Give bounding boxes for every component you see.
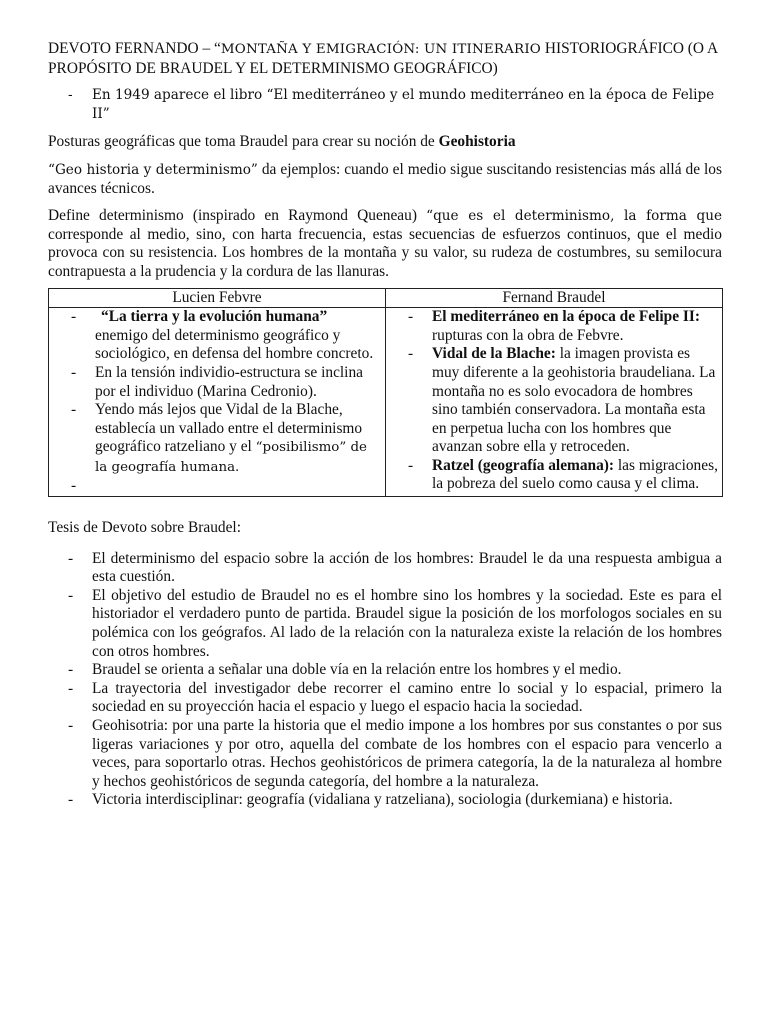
header-febvre: Lucien Febvre <box>49 288 386 308</box>
geohistoria-term: Geohistoria <box>438 133 516 151</box>
braudel-cell <box>386 308 723 497</box>
dash-bullet: - <box>68 717 74 734</box>
comparison-table <box>48 288 723 498</box>
dash-bullet: - <box>71 308 77 326</box>
title-prefix: DEVOTO FERNANDO – “ <box>48 40 221 57</box>
tesis-item <box>48 661 722 680</box>
geo-historia-rest: da ejemplos: cuando el medio sigue suscitando resistencias más allá de los avances técnicos. <box>48 160 722 197</box>
tesis-item-text: Geohisotria: por una parte la historia que el medio impone a los hombres por sus constantes o por sus ligeras variaciones y por otro, aquella del combate de los hombres con el espacio para vencerlo a veces, para soportarlo otras. Hechos geohistóricos de primera categoría, la de la naturaleza al hombre y hechos geohistóricos de segunda categoría, del hombre a la naturaleza. <box>92 717 722 790</box>
posibilismo-text: “posibilismo” de la geografía humana. <box>95 440 367 475</box>
tesis-item <box>48 791 722 810</box>
intro-text: En 1949 aparece el libro “El mediterráneo y el mundo mediterráneo en la época de Felipe II” <box>92 87 715 122</box>
tesis-item <box>48 550 722 587</box>
dash-bullet: - <box>68 679 74 697</box>
document-title <box>48 40 722 78</box>
title-rest: HISTORIOGRÁFICO (O A PROPÓSITO DE BRAUDEL Y EL DETERMINISMO GEOGRÁFICO) <box>48 40 718 77</box>
dash-bullet: - <box>68 791 74 809</box>
ratzel-label: Ratzel (geografía alemana): <box>432 456 615 474</box>
posturas-text: Posturas geográficas que toma Braudel para crear su noción de <box>48 133 439 151</box>
tesis-item <box>48 680 722 717</box>
tesis-item-text: El objetivo del estudio de Braudel no es el hombre sino los hombres y la sociedad. Este es para el historiador el verdadero punto de partida. Braudel sigue la posición de los morfologos sociales en su polémica con los geógrafos. Al lado de la relación con la naturaleza existe la relación de los hombres con otros hombres. <box>92 586 722 660</box>
define-quote: “que es el determinismo, la forma que <box>426 208 722 225</box>
dash-bullet: - <box>71 363 77 381</box>
tesis-item <box>48 717 722 791</box>
document-page <box>48 40 722 810</box>
febvre-item-text: Yendo más lejos que Vidal de la Blache, establecía un vallado entre el determinismo geográfico ratzeliano y el <box>95 401 363 456</box>
braudel-item <box>386 457 722 494</box>
intro-item <box>48 86 722 123</box>
febvre-book-title: “La tierra y la evolución humana” <box>101 308 328 326</box>
table-header-row <box>49 288 723 308</box>
braudel-item <box>386 345 722 457</box>
dash-bullet: - <box>68 661 74 679</box>
dash-bullet: - <box>408 456 414 474</box>
tesis-item-text: Braudel se orienta a señalar una doble vía en la relación entre los hombres y el medio. <box>92 661 622 679</box>
braudel-item <box>386 308 722 345</box>
define-rest: corresponde al medio, sino, con harta frecuencia, estas secuencias de esfuerzos continuos, que el medio provoca con su resistencia. Los hombres de la montaña y su valor, su rudeza de costumbres, su semilocura contrapuesta a la prudencia y la cordura de las llanuras. <box>48 225 722 280</box>
dash-bullet: - <box>408 308 414 326</box>
posturas-paragraph <box>48 133 722 152</box>
febvre-item <box>49 401 385 477</box>
tesis-list <box>48 550 722 810</box>
geo-historia-paragraph <box>48 161 722 198</box>
geo-historia-quote: “Geo historia y determinismo” <box>48 161 258 178</box>
febvre-item-text: En la tensión individio-estructura se inclina por el individuo (Marina Cedronio). <box>95 363 363 400</box>
febvre-item-text: enemigo del determinismo geográfico y sociológico, en defensa del hombre concreto. <box>95 326 374 363</box>
tesis-item-text: La trayectoria del investigador debe recorrer el camino entre lo social y lo espacial, primero la sociedad en su proyección hacia el espacio y luego el espacio hacia la sociedad. <box>92 679 722 716</box>
febvre-item <box>49 308 385 364</box>
braudel-item-text: las migraciones, la pobreza del suelo como causa y el clima. <box>432 456 718 493</box>
tesis-item <box>48 587 722 661</box>
title-subtitle: MONTAÑA Y EMIGRACIÓN: UN ITINERARIO <box>220 42 541 57</box>
braudel-book-title: El mediterráneo en la época de Felipe II: <box>432 308 701 326</box>
intro-list <box>48 86 722 123</box>
febvre-item <box>49 364 385 401</box>
define-paragraph <box>48 207 722 281</box>
dash-bullet: - <box>408 345 414 363</box>
dash-bullet: - <box>68 586 74 604</box>
tesis-item-text: El determinismo del espacio sobre la acción de los hombres: Braudel le da una respuesta ambigua a esta cuestión. <box>92 549 722 586</box>
braudel-list <box>386 308 722 494</box>
dash-bullet: - <box>71 401 77 419</box>
febvre-item <box>49 477 385 496</box>
febvre-cell <box>49 308 386 497</box>
tesis-item-text: Victoria interdisciplinar: geografía (vidaliana y ratzeliana), sociologia (durkemiana) e historia. <box>92 791 673 809</box>
tesis-heading: Tesis de Devoto sobre Braudel: <box>48 519 241 537</box>
febvre-list <box>49 308 385 496</box>
dash-bullet: - <box>71 477 77 495</box>
dash-bullet: - <box>68 87 73 104</box>
dash-bullet: - <box>68 549 74 567</box>
braudel-item-text: rupturas con la obra de Febvre. <box>432 326 624 344</box>
braudel-item-text: la imagen provista es muy diferente a la geohistoria braudeliana. La montaña no es solo evocadora de hombres sino también conservadora. La montaña esta en perpetua lucha con los hombres que avanzan sobre ella y retroceden. <box>432 345 716 456</box>
vidal-label: Vidal de la Blache: <box>432 345 556 363</box>
header-braudel: Fernand Braudel <box>386 288 723 308</box>
define-lead: Define determinismo (inspirado en Raymond Queneau) <box>48 207 427 225</box>
table-body-row <box>49 308 723 497</box>
